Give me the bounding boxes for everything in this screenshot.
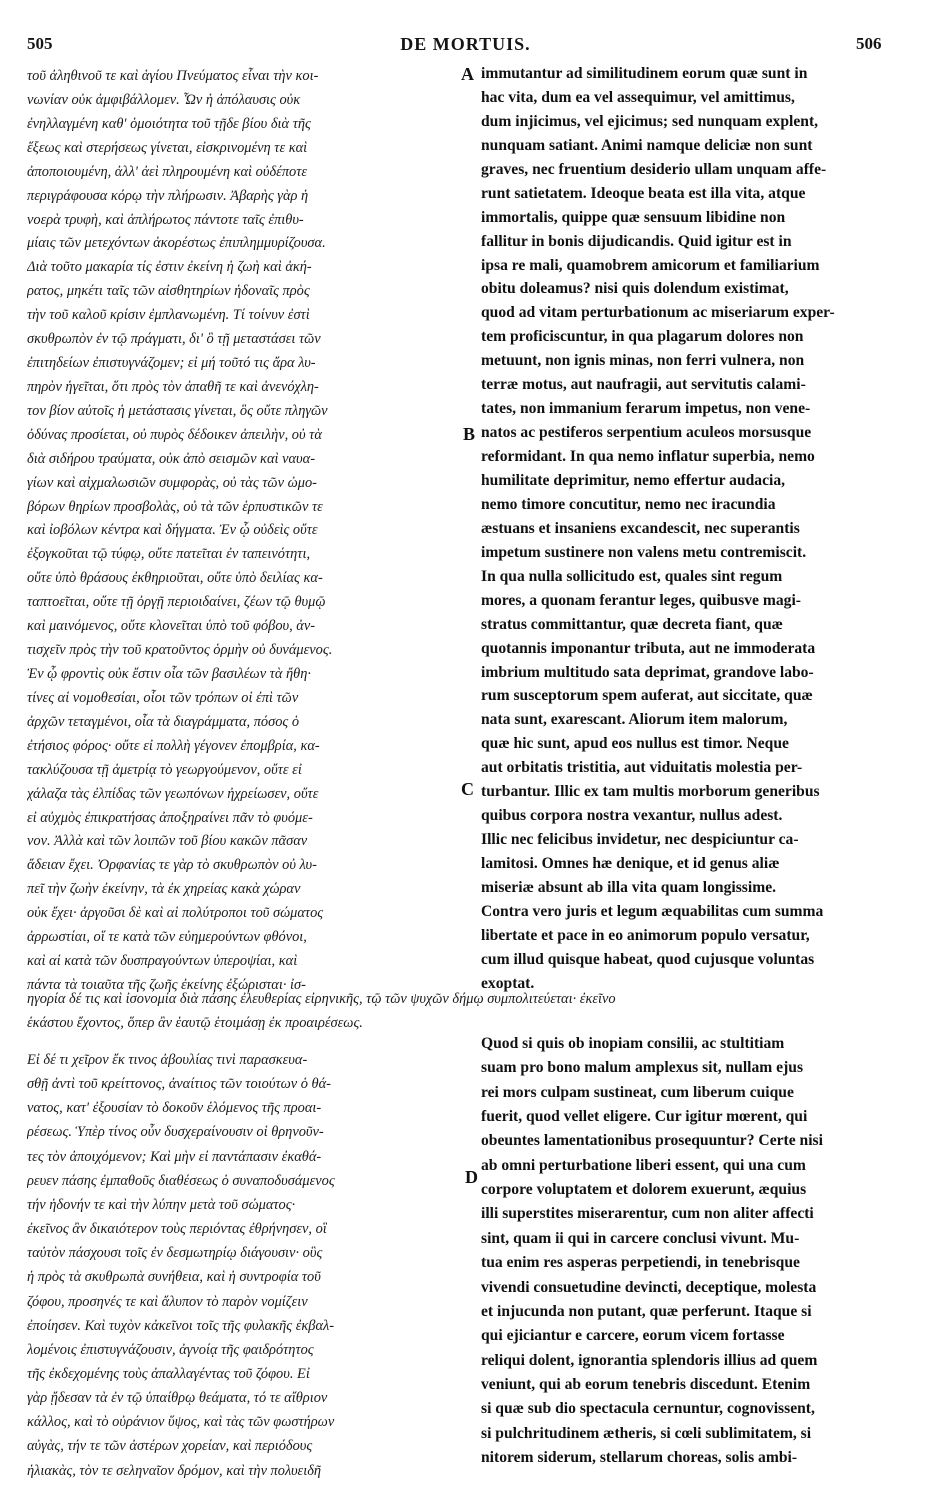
greek-text-line: σθῇ ἀντὶ τοῦ κρείττονος, ἀναίτιος τῶν τοιούτων ὁ θά- <box>27 1076 331 1093</box>
greek-text-line: νατος, κατ' ἐξουσίαν τὸ δοκοῦν ἑλόμενος τῆς προαι- <box>27 1100 322 1117</box>
greek-text-line: Εἰ δέ τι χεῖρον ἔκ τινος ἀβουλίας τινὶ παρασκευα- <box>27 1052 308 1068</box>
latin-text-line: libertate et pace in eo animorum populo versatur, <box>481 926 810 944</box>
greek-text-line: περιγράφουσα κόρῳ τὴν πλήρωσιν. Ἀβαρὴς γὰρ ἡ <box>27 187 309 204</box>
latin-text-line: aut orbitatis tristitia, aut viduitatis molestia per- <box>481 759 803 777</box>
section-marker-b: B <box>463 424 476 444</box>
latin-text-line: turbantur. Illic ex tam multis morborum generibus <box>481 783 820 801</box>
greek-text-line: πάντα τὰ τοιαῦτα τῆς ζωῆς ἐκείνης ἐξώρισται· ἰσ- <box>27 976 306 993</box>
greek-text-line: τισχεῖν πρὸς τὴν τοῦ κρατοῦντος ὁρμὴν οὐ δυνάμενος. <box>27 642 333 659</box>
latin-text-line: nitorem siderum, stellarum choreas, solis ambi- <box>481 1448 798 1466</box>
greek-text-line: τίνες αἱ νομοθεσίαι, οἷοι τῶν τρόπων οἱ ἐπὶ τῶν <box>27 689 299 706</box>
greek-text-line: Ἐν ᾧ φροντὶς οὐκ ἔστιν οἷα τῶν βασιλέων τὰ ἤθη· <box>27 666 311 682</box>
latin-text-line: si pulchritudinem ætheris, si cœli sublimitatem, si <box>481 1424 812 1442</box>
latin-text-line: stratus committantur, quæ decreta fiant, quæ <box>481 615 783 633</box>
greek-text-line: ἡ πρὸς τὰ σκυθρωπὰ συνήθεια, καὶ ἡ συντροφία τοῦ <box>27 1269 321 1286</box>
greek-text-line: ἄδειαν ἔχει. Ὀρφανίας τε γὰρ τὸ σκυθρωπὸν οὐ λυ- <box>27 857 317 874</box>
latin-text-line: rei mors culpam sustineat, cum liberum cuique <box>481 1083 794 1101</box>
greek-text-line: ζόφου, προσηνές τε καὶ ἄλυπον τὸ παρὸν νομίζειν <box>27 1293 308 1310</box>
greek-text-line: ηγορία δέ τις καὶ ἰσονομία διὰ πάσης ἐλευθερίας εἰρηνικῆς, τῷ τῶν ψυχῶν δήμῳ συμπολιτεύεται· ἐκεῖνο <box>27 991 616 1007</box>
greek-text-line: τες τὸν ἀποιχόμενον; Καὶ μὴν εἰ παντάπασιν ἐκαθά- <box>27 1148 322 1165</box>
greek-text-line: ἐποίησεν. Καὶ τυχὸν κἀκεῖνοι τοῖς τῆς φυλακῆς ἐκβαλ- <box>27 1317 335 1334</box>
latin-text-line: suam pro bono malum amplexus sit, nullam ejus <box>481 1059 804 1077</box>
greek-text-line: πηρὸν ἡγεῖται, ὅτι πρὸς τὸν ἀπαθῆ τε καὶ ἀνενόχλη- <box>27 378 319 395</box>
page-number-right: 506 <box>856 34 882 53</box>
greek-text-line: ἐκεῖνος ἂν δικαιότερον τοὺς περιόντας ἐθρήνησεν, οἳ <box>27 1221 327 1238</box>
latin-text-line: cum illud quisque habeat, quod cujusque voluntas <box>481 950 815 968</box>
latin-text-line: In qua nulla sollicitudo est, quales sint regum <box>481 567 783 585</box>
greek-text-line: διὰ σιδήρου τραύματα, οὐκ ἀπὸ σεισμῶν καὶ ναυα- <box>27 450 316 467</box>
latin-text-line: impetum sustinere non valens metu contremiscit. <box>481 543 807 561</box>
latin-text-line: natos ac pestiferos serpentium aculeos morsusque <box>481 424 812 442</box>
greek-text-line: νοερὰ τρυφὴ, καὶ ἀπλήρωτος πάντοτε ταῖς ἐπιθυ- <box>27 211 304 228</box>
latin-text-line: dum injicimus, vel ejicimus; sed nunquam explent, <box>481 112 819 130</box>
greek-text-line: ἐτήσιος φόρος· οὔτε εἰ πολλὴ γέγονεν ἐπομβρία, κα- <box>27 737 320 754</box>
latin-text-line: exoptat. <box>481 974 535 992</box>
greek-text-line: ρέσεως. Ὑπὲρ τίνος οὖν δυσχεραίνουσιν οἱ θρηνοῦν- <box>27 1124 324 1141</box>
latin-text-line: ab omni perturbatione liberi essent, qui una cum <box>481 1156 806 1174</box>
greek-text-line: χάλαζα τὰς ἐλπίδας τῶν γεωπόνων ἠχρείωσεν, οὔτε <box>27 785 319 802</box>
greek-text-line: ρατος, μηκέτι ταῖς τῶν αἰσθητηρίων ἡδοναῖς πρὸς <box>27 283 310 300</box>
latin-text-line: lamitosi. Omnes hæ denique, et id genus aliæ <box>481 855 780 873</box>
latin-text-line: illi superstites miserarentur, cum non aliter affecti <box>481 1205 814 1223</box>
greek-text-line: τῆς ἐκδεχομένης τοὺς ἀπαλλαγέντας τοῦ ζόφου. Εἰ <box>27 1365 310 1382</box>
latin-text-line: sint, quam ii qui in carcere conclusi vivunt. Mu- <box>481 1229 800 1247</box>
greek-text-line: μίαις τῶν μετεχόντων ἀκορέστως ἐπιπλημμυρίζουσα. <box>27 235 326 252</box>
greek-text-line: κάλλος, καὶ τὸ οὐράνιον ὕψος, καὶ τὰς τῶν φωστήρων <box>27 1414 335 1431</box>
greek-text-line: ἀρρωστίαι, οἵ τε κατὰ τῶν εὐημερούντων φθόνοι, <box>27 929 307 946</box>
greek-text-line: ἐξογκοῦται τῷ τύφῳ, οὔτε πατεῖται ἐν ταπεινότητι, <box>27 546 311 563</box>
latin-text-line: humilitate deprimitur, nemo effertur audacia, <box>481 471 786 489</box>
latin-text-line: corpore voluptatem et dolorem exuerunt, æquius <box>481 1181 807 1199</box>
greek-text-line: ἡλιακὰς, τὸν τε σεληναῖον δρόμον, καὶ τὴν πολυειδῆ <box>27 1462 322 1479</box>
latin-text-line: reliqui dolent, ignorantia splendoris illius ad quem <box>481 1351 818 1369</box>
latin-text-line: quæ hic sunt, apud eos nullus est timor. Neque <box>481 735 789 753</box>
latin-text-line: graves, nec fruentium desiderio ullam unquam affe- <box>481 160 827 178</box>
greek-text-line: οὔτε ὑπὸ θράσους ἐκθηριοῦται, οὔτε ὑπὸ δειλίας κα- <box>27 570 323 587</box>
greek-text-line: νον. Ἀλλὰ καὶ τῶν λοιπῶν τοῦ βίου κακῶν πᾶσαν <box>27 833 308 850</box>
greek-text-line: ἑκάστου ἔχοντος, ὅπερ ἂν ἑαυτῷ ἑτοιμάσῃ ἐκ προαιρέσεως. <box>27 1015 363 1031</box>
latin-text-line: reformidant. In qua nemo inflatur superbia, nemo <box>481 448 815 466</box>
latin-text-line: fuerit, quod vellet eligere. Cur igitur mœrent, qui <box>481 1108 808 1126</box>
greek-text-line: τοῦ ἀληθινοῦ τε καὶ ἁγίου Πνεύματος εἶναι τὴν κοι- <box>27 68 319 84</box>
greek-text-line: ὀδύνας προσίεται, οὐ πυρὸς δέδοικεν ἀπειλὴν, οὐ τὰ <box>27 426 322 443</box>
latin-text-line: tua enim res asperas perpetiendi, in tenebrisque <box>481 1254 800 1272</box>
greek-text-line: τακλύζουσα τῇ ἀμετρίᾳ τὸ γεωργούμενον, οὔτε εἰ <box>27 761 302 778</box>
latin-text-line: Quod si quis ob inopiam consilii, ac stultitiam <box>481 1035 785 1052</box>
section-marker-c: C <box>461 779 474 799</box>
greek-text-line: Διὰ τοῦτο μακαρία τίς ἐστιν ἐκείνη ἡ ζωὴ καὶ ἀκή- <box>27 259 312 276</box>
latin-text-line: immortalis, quippe quæ sensuum libidine non <box>481 208 786 226</box>
latin-text-line: tem proficiscuntur, in qua plagarum dolores non <box>481 328 804 346</box>
greek-text-line: καὶ αἱ κατὰ τῶν δυσπραγούντων ὑπεροψίαι, καὶ <box>27 953 298 970</box>
greek-text-line: ταπτοεῖται, οὔτε τῇ ὀργῇ περιοιδαίνει, ζέων τῷ θυμῷ <box>27 594 326 611</box>
greek-text-line: καὶ μαινόμενος, οὔτε κλονεῖται ὑπὸ τοῦ φόβου, ἀν- <box>27 618 316 635</box>
latin-text-line: rum susceptorum spem auferat, aut siccitate, quæ <box>481 687 813 705</box>
greek-text-line: σκυθρωπὸν ἐν τῷ πράγματι, δι' ὃ τῇ μεταστάσει τῶν <box>27 331 321 348</box>
greek-text-line: τὴν τοῦ καλοῦ κρίσιν ἐμπλανωμένη. Τί τοίνυν ἐστὶ <box>27 307 310 324</box>
latin-text-line: fallitur in bonis dijudicandis. Quid igitur est in <box>481 232 792 250</box>
greek-text-line: ταὐτὸν πάσχουσι τοῖς ἐν δεσμωτηρίῳ διάγουσιν· οὓς <box>27 1245 323 1262</box>
latin-text-line: ipsa re mali, quamobrem amicorum et familiarium <box>481 256 820 274</box>
latin-text-line: hac vita, dum ea vel assequimur, vel amittimus, <box>481 88 795 106</box>
latin-text-line: mores, a quonam ferantur leges, quibusve magi- <box>481 591 801 609</box>
greek-text-line: ρευεν πάσης ἐμπαθοῦς διαθέσεως ὁ συναποδυσάμενος <box>27 1172 335 1189</box>
latin-text-line: si quæ sub dio spectacula cernuntur, cognovissent, <box>481 1400 815 1418</box>
section-marker-a: A <box>461 64 474 84</box>
latin-text-line: vivendi consuetudine devincti, deceptique, molesta <box>481 1278 817 1296</box>
latin-text-line: quotannis imponantur tributa, aut ne immoderata <box>481 639 816 657</box>
greek-text-line: καὶ ἰοβόλων κέντρα καὶ δήγματα. Ἐν ᾧ οὐδεὶς οὔτε <box>27 522 318 539</box>
latin-text-line: tates, non immanium ferarum impetus, non vene- <box>481 400 811 418</box>
greek-text-line: εἰ αὐχμὸς ἐπικρατήσας ἀποξηραίνει πᾶν τὸ φυόμε- <box>27 809 313 826</box>
greek-text-line: γίων καὶ αἰχμαλωσιῶν συμφορὰς, οὐ τὰς τῶν ὠμο- <box>27 474 317 491</box>
greek-text-line: πεῖ τὴν ζωὴν ἐκείνην, τὰ ἐκ χηρείας κακὰ χώραν <box>27 881 301 898</box>
latin-text-line: qui ejiciantur e carcere, eorum vicem fortasse <box>481 1327 785 1345</box>
latin-text-line: miseriæ absunt ab illa vita quam longissime. <box>481 878 777 896</box>
section-marker-d: D <box>465 1167 478 1187</box>
greek-text-line: νωνίαν οὐκ ἀμφιβάλλομεν. Ὧν ἡ ἀπόλαυσις οὐκ <box>27 91 301 108</box>
latin-text-line: metuunt, non ignis minas, non ferri vulnera, non <box>481 352 805 370</box>
greek-text-line: λομένοις ἐπιστυγνάζουσιν, ἀγνοίᾳ τῆς φαιδρότητος <box>27 1341 314 1358</box>
greek-text-line: τήν ἡδονήν τε καὶ τὴν λύπην μετὰ τοῦ σώματος· <box>27 1196 296 1213</box>
running-title: DE MORTUIS. <box>400 34 531 54</box>
latin-text-line: veniunt, qui ab eorum tenebris discedunt. Etenim <box>481 1375 811 1393</box>
latin-text-line: quibus corpora nostra vexantur, nullus adest. <box>481 807 783 825</box>
greek-text-line: οὐκ ἔχει· ἀργοῦσι δὲ καὶ αἱ πολύτροποι τοῦ σώματος <box>27 905 324 922</box>
greek-text-line: ἕξεως καὶ στερήσεως γίνεται, εἰσκρινομένη τε καὶ <box>27 139 308 156</box>
greek-text-line: γὰρ ᾔδεσαν τὰ ἐν τῷ ὑπαίθρῳ θεάματα, τό τε αἴθριον <box>27 1390 328 1407</box>
latin-text-line: obeuntes lamentationibus prosequuntur? Certe nisi <box>481 1132 823 1150</box>
latin-text-line: nunquam satiant. Animi namque deliciæ non sunt <box>481 136 813 154</box>
latin-text-line: Illic nec felicibus invidetur, nec despiciuntur ca- <box>481 831 799 849</box>
greek-text-line: ἐπιτηδείων ἐπιστυγνάζομεν; εἰ μή τοῦτό τις ἄρα λυ- <box>27 355 316 372</box>
latin-text-line: nemo timore concutitur, nemo nec iracundia <box>481 495 776 513</box>
greek-text-line: βόρων θηρίων προσβολὰς, οὐ τὰ τῶν ἑρπυστικῶν τε <box>27 498 323 515</box>
greek-text-line: ἐνηλλαγμένη καθ' ὁμοιότητα τοῦ τῇδε βίου διὰ τῆς <box>27 115 311 132</box>
greek-text-line: ἀποποιουμένη, ἀλλ' ἀεὶ πληρουμένη καὶ οὐδέποτε <box>27 163 308 180</box>
greek-text-line: αὐγὰς, τήν τε τῶν ἀστέρων χορείαν, καὶ περιόδους <box>27 1438 313 1455</box>
latin-text-line: æstuans et insaniens excandescit, nec superantis <box>481 519 800 537</box>
latin-text-line: nata sunt, exarescant. Aliorum item malorum, <box>481 711 788 729</box>
latin-text-line: terræ motus, aut naufragii, aut servitutis calami- <box>481 376 806 394</box>
greek-text-line: τον βίον αὐτοῖς ἡ μετάστασις γίνεται, ὃς οὔτε πληγῶν <box>27 402 328 419</box>
latin-text-line: obitu doleamus? nisi quis dolendum existimat, <box>481 280 789 298</box>
latin-text-line: et injucunda non putant, quæ perferunt. Itaque si <box>481 1302 812 1320</box>
latin-text-line: runt satietatem. Ideoque beata est illa vita, atque <box>481 184 806 202</box>
latin-text-line: quod ad vitam perturbationum ac miseriarum exper- <box>481 304 835 322</box>
page-number-left: 505 <box>27 34 53 53</box>
greek-text-line: ἀρχῶν τεταγμένοι, οἷα τὰ διαγράμματα, πόσος ὁ <box>27 713 300 730</box>
latin-text-line: imbrium multitudo sata deprimat, grandove labo- <box>481 663 814 681</box>
latin-text-line: immutantur ad similitudinem eorum quæ sunt in <box>481 65 808 82</box>
page-header <box>0 34 931 56</box>
latin-text-line: Contra vero juris et legum æquabilitas cum summa <box>481 902 824 920</box>
